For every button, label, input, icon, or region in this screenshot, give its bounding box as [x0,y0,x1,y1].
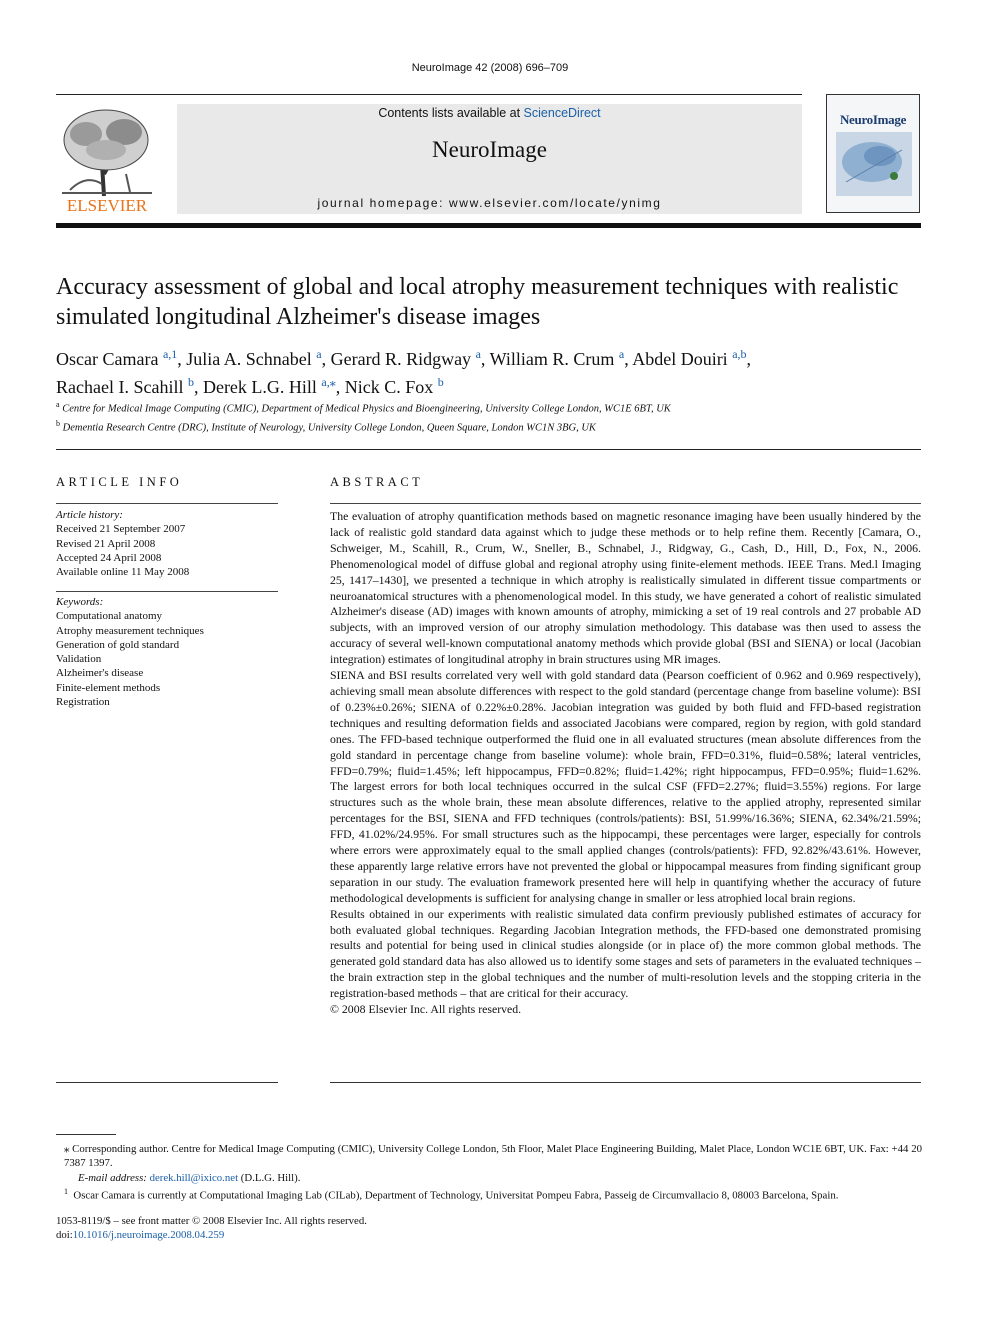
history-label: Article history: [56,509,123,521]
author-affiliation-mark[interactable]: b [437,375,444,389]
author-separator: , [177,349,187,369]
doi-line [56,1228,367,1242]
elsevier-wordmark: ELSEVIER [66,196,148,214]
cover-title: NeuroImage [839,112,907,127]
author-affiliation-mark[interactable]: b [187,375,194,389]
affiliation-mark: b [56,418,60,428]
abstract-body [330,509,921,1018]
author-affiliation-mark[interactable]: a,b [732,347,747,361]
brain-scan-icon [836,132,912,196]
author-separator: , [321,349,331,369]
abstract-paragraph: The evaluation of atrophy quantification methods based on magnetic resonance imaging have been usually hindered by the lack of realistic gold standard data against which to judge these methods or to help refine them. Recently [Camara, O., Schweiger, M., Scahill, R., Crum, W., Sneller, B., Schnabel, J., Ridgway, G., Cash, D., Hill, D., Fox, N., 2006. Phenomenological model of diffuse global and regional atrophy using finite-element methods. IEEE Trans. Med.l Imaging 25, 1417–1430], we presented a technique in which atrophy is realistically simulated in different tissue compartments or neuroanatomical structures with a phenomenological model. In this study, we have generated a cohort of realistic simulated Alzheimer's disease (AD) images with known amounts of atrophy, mimicking a set of 19 real controls and 27 probable AD subjects, with an improved version of our atrophy simulation methodology. This database was then used to assess the accuracy of several well-known computational anatomy methods which provide global (BSI and SIENA) or local (Jacobian integration) estimates of longitudinal atrophy in brain structures using MR images. [330,509,921,667]
affiliation-text: Centre for Medical Image Computing (CMIC), Department of Medical Physics and Bioengineering, University College London, WC1E 6BT, UK [59,403,671,415]
keyword-item: Generation of gold standard [56,638,180,651]
keyword-item: Finite-element methods [56,681,161,694]
divider [56,503,278,504]
keywords [56,595,278,709]
divider [330,503,921,504]
affiliation-mark: a [56,400,60,409]
history-item: Accepted 24 April 2008 [56,551,162,564]
keywords-label: Keywords: [56,596,104,608]
author-affiliation-mark[interactable]: a,⁎ [321,375,336,389]
keyword-item: Registration [56,696,110,709]
journal-title: NeuroImage [432,137,547,162]
copyright: © 2008 Elsevier Inc. All rights reserved. [330,1002,522,1017]
affiliation [56,398,936,417]
article-info-heading: ARTICLE INFO [56,475,183,489]
abstract-heading: ABSTRACT [330,475,424,489]
footnotes [56,1142,922,1203]
footnote-rule [56,1134,116,1135]
keyword-list [56,609,278,709]
author-name: Nick C. Fox [344,377,438,397]
author-name: Rachael I. Scahill [56,377,188,397]
divider [56,591,278,592]
elsevier-logo [56,104,158,214]
author-name: Derek L.G. Hill [202,377,322,397]
email-note [56,1171,922,1185]
cover-image [836,132,912,196]
author-affiliation-mark[interactable]: a [475,347,481,361]
elsevier-tree-icon [56,104,158,214]
keyword-item: Atrophy measurement techniques [56,624,204,637]
author-name: William R. Crum [489,349,619,369]
author-separator: , [746,349,752,369]
history-item: Revised 21 April 2008 [56,537,156,550]
abstract-paragraph: SIENA and BSI results correlated very well with gold standard data (Pearson coefficient of 0.962 and 0.969 respectively), achieving small mean absolute differences with respect to the gold standard (percentage change from baseline volume): BSI of 0.23%±0.26%; SIENA of 0.22%±0.28%. Jacobian integration was guided by both fluid and FFD-based registration techniques and resulting deformation fields and associated Jacobians were compared, region by region, with gold standard ones. The FFD-based technique outperformed the fluid one in all evaluated structures (mean absolute differences from the gold standard in percentage change from baseline volume): whole brain, FFD=0.31%, fluid=0.58%; lateral ventricles, FFD=0.79%; fluid=1.45%; left hippocampus, FFD=0.82%; fluid=1.42%; right hippocampus, FFD=0.95%; fluid=1.62%. The largest errors for both local techniques occurred in the sulcal CSF (FFD=2.27%; fluid=3.55%) regions. For large structures such as the whole brain, these mean absolute differences, relative to the applied atrophy, represented similar percentages for the BSI, SIENA and FFD techniques (controls/patients): BSI, 51.99%/16.36%; SIENA, 62.34%/21.59%; FFD, 41.02%/24.95%. For small structures such as the hippocampi, these percentages were larger, especially for controls where errors were approximately equal to the small applied changes (controls/patients): FFD, 92.82%/43.61%. However, these apparently large relative errors have not prevented the global or hippocampal measures from finding significant group separation in our study. The evaluation framework presented here will help in quantifying whether the accuracy of future methodological developments is sufficient for analysing change in smaller or less atrophied local brain regions. [330,668,921,905]
keyword-item: Validation [56,653,102,666]
history-item: Available online 11 May 2008 [56,566,190,579]
article-title: Accuracy assessment of global and local atrophy measurement techniques with realistic simulated longitudinal Alzheimer's disease images [56,274,899,330]
journal-homepage[interactable]: journal homepage: www.elsevier.com/locate/ynimg [317,196,662,210]
header-top-rule [56,94,802,95]
contents-line [177,106,802,120]
author-separator: , [193,377,203,397]
author-name: Gerard R. Ridgway [330,349,476,369]
abstract-paragraph: Results obtained in our experiments with realistic simulated data confirm previously published estimates of accuracy for both evaluated global techniques. Regarding Jacobian Integration methods, the FFD-based one demonstrated promising results and potential for being used in clinical studies alongside (or in place of) the more common global methods. The generated gold standard data has also allowed us to identify some stages and sets of parameters in the evaluated techniques – the brain extraction step in the global techniques and the number of multi-resolution levels and the stopping criteria in the registration-based methods – that are critical for their accuracy. [330,906,921,1001]
author-affiliation-mark[interactable]: a [316,347,322,361]
issn-line: 1053-8119/$ – see front matter © 2008 Elsevier Inc. All rights reserved. [56,1215,367,1227]
author-name: Julia A. Schnabel [186,349,317,369]
divider [56,449,921,450]
keyword-item: Computational anatomy [56,610,163,623]
corresponding-author-note: ⁎ Corresponding author. Centre for Medical Image Computing (CMIC), University College London, 5th Floor, Malet Place Engineering Building, Malet Place, London WC1E 6BT, UK. Fax: +44 20 7387 1397. [64,1143,922,1170]
divider [56,1082,278,1083]
affiliation-text: Dementia Research Centre (DRC), Institute of Neurology, University College London, Queen Square, London WC1N 3BG, UK [60,422,596,433]
author-separator: , [335,377,345,397]
author-name: Abdel Douiri [632,349,733,369]
author-affiliation-mark[interactable]: a,1 [162,347,178,361]
header-thick-rule [56,223,921,228]
email-label: E-mail address: [78,1171,147,1184]
footnote-mark: 1 [64,1186,68,1196]
sciencedirect-link[interactable]: ScienceDirect [523,106,601,120]
affiliations [56,398,936,435]
keyword-item: Alzheimer's disease [56,667,144,680]
author-list [56,343,936,399]
author-affiliation-mark[interactable]: a [618,347,625,361]
author-separator: , [624,349,633,369]
affiliation [56,417,936,436]
history-item: Received 21 September 2007 [56,523,186,536]
front-matter [56,1214,367,1243]
author-name: Oscar Camara [56,349,163,369]
contents-prefix: Contents lists available at [378,106,524,120]
article-history [56,508,278,579]
doi-link[interactable]: 10.1016/j.neuroimage.2008.04.259 [72,1229,225,1242]
email-link[interactable]: derek.hill@ixico.net [149,1171,239,1184]
footnote-1 [56,1185,922,1203]
footnote-1-text: Oscar Camara is currently at Computational Imaging Lab (CILab), Department of Technology, Universitat Pompeu Fabra, Passeig de Circumvallacio 8, 08003 Barcelona, Spain. [73,1189,839,1202]
doi-prefix: doi: [56,1229,73,1242]
history-list [56,522,278,579]
email-suffix: (D.L.G. Hill). [238,1171,301,1184]
author-separator: , [480,349,490,369]
journal-reference: NeuroImage 42 (2008) 696–709 [411,62,569,74]
divider [330,1082,921,1083]
